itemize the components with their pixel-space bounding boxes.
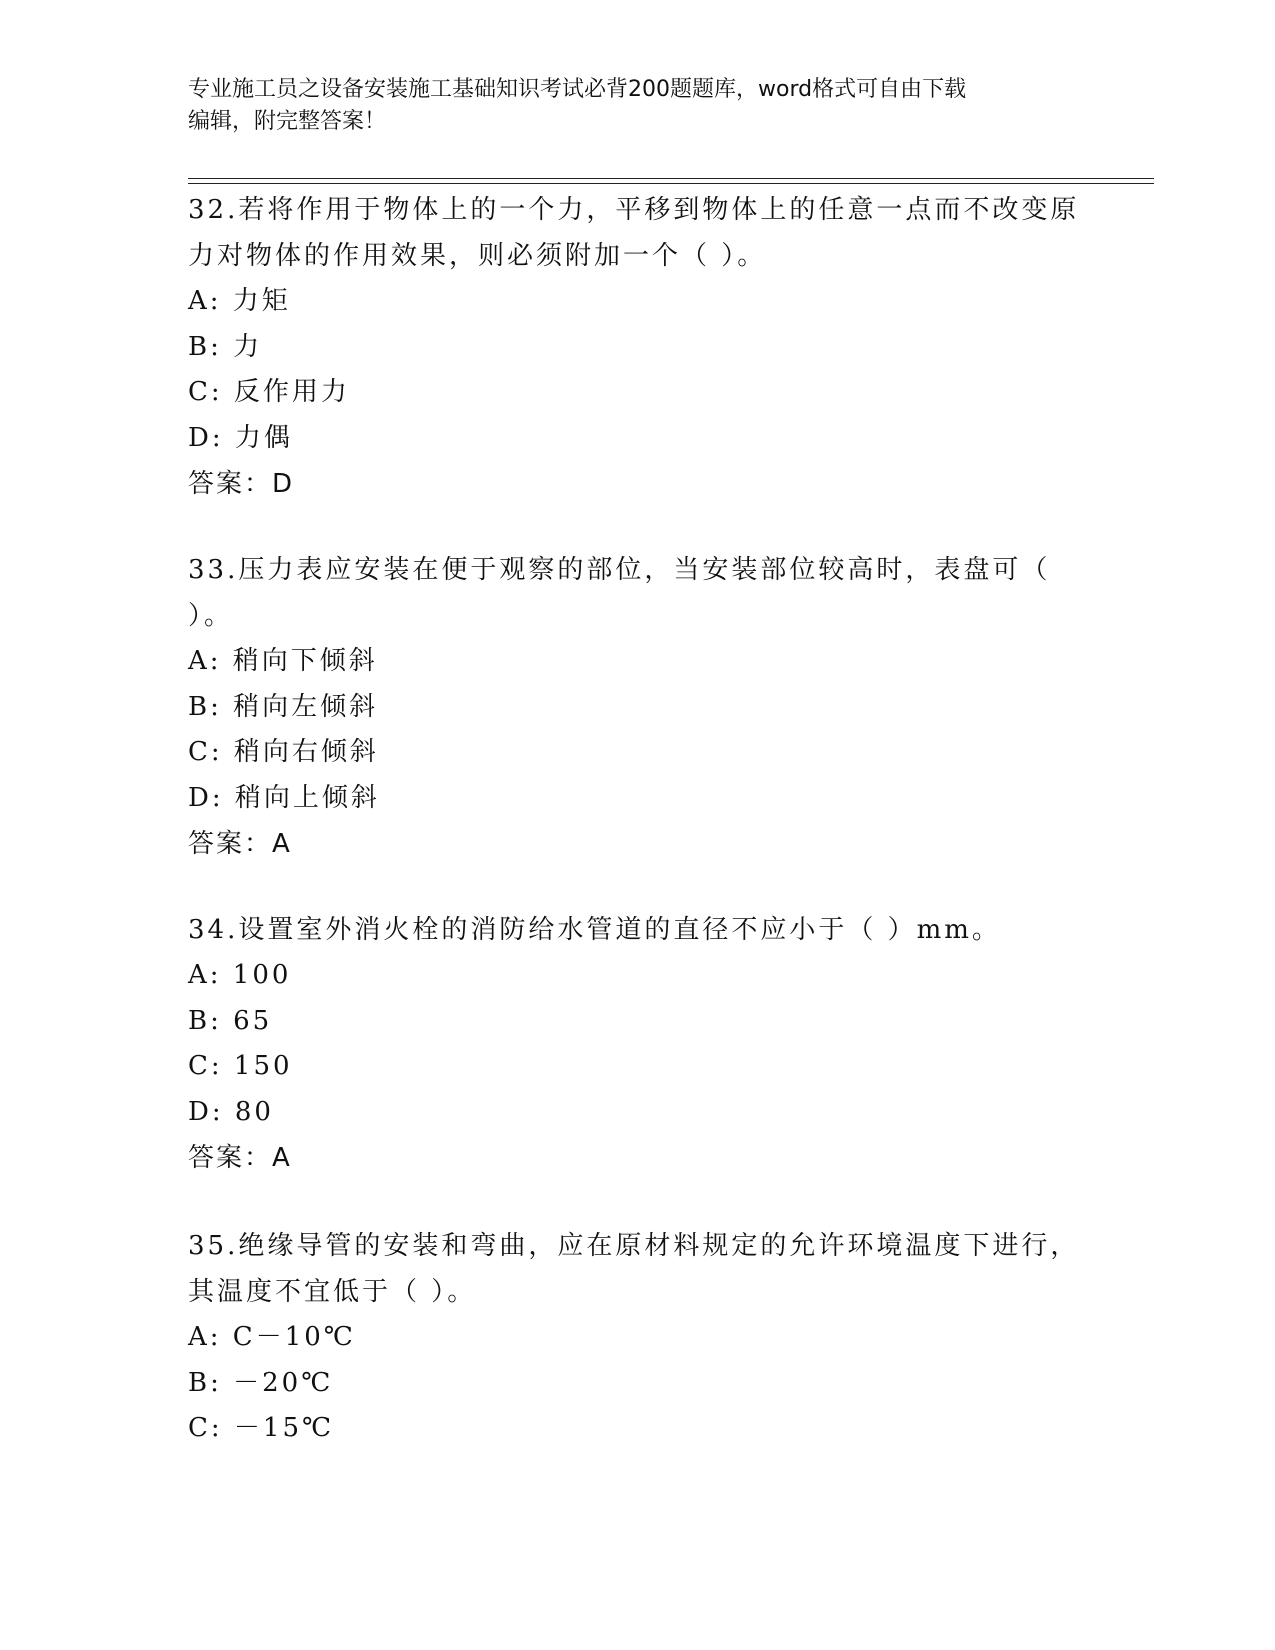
option-list [188,1315,1088,1452]
question-text-line: 其温度不宜低于（ ）。 [188,1277,477,1307]
option-b: B: －20℃ [188,1367,334,1398]
option-b: B: 65 [188,1005,273,1036]
header-divider-bottom [188,183,1154,184]
option-a: A: 100 [188,960,292,990]
option-list [188,639,1088,821]
option-c: C: 稍向右倾斜 [188,737,379,767]
document-header [188,74,1088,138]
option-d: D: 力偶 [188,422,293,453]
option-d: D: 稍向上倾斜 [188,782,380,813]
answer-line: 答案：A [188,829,292,859]
option-c: C: －15℃ [188,1413,335,1443]
option-a: A: 稍向下倾斜 [188,646,378,676]
question-text-line: 35.绝缘导管的安装和弯曲，应在原材料规定的允许环境温度下进行， [188,1231,1080,1261]
question-text-line: 33.压力表应安装在便于观察的部位，当安装部位较高时，表盘可（ [188,555,1051,585]
option-c: C: 150 [188,1051,293,1081]
header-divider-top [188,178,1154,179]
answer-line: 答案：A [188,1143,292,1173]
question-text-line: 32.若将作用于物体上的一个力，平移到物体上的任意一点而不改变原 [188,195,1080,225]
question-34 [188,907,1088,1181]
option-b: B: 力 [188,331,263,362]
question-text-line: ）。 [188,601,234,631]
option-a: A: 力矩 [188,286,291,316]
option-c: C: 反作用力 [188,377,350,407]
answer-line: 答案：D [188,469,295,499]
option-list [188,279,1088,461]
header-title-line-1: 专业施工员之设备安装施工基础知识考试必背200题题库，word格式可自由下载 [188,77,967,102]
header-title-line-2: 编辑，附完整答案！ [188,109,387,134]
option-d: D: 80 [188,1096,274,1127]
option-a: A: C－10℃ [188,1322,356,1352]
question-text-line: 力对物体的作用效果，则必须附加一个（ ）。 [188,241,767,271]
question-33 [188,547,1088,867]
question-32 [188,187,1088,507]
question-35 [188,1223,1088,1452]
option-list [188,953,1088,1135]
question-text-line: 34.设置室外消火栓的消防给水管道的直径不应小于（ ）mm。 [188,915,1001,945]
option-b: B: 稍向左倾斜 [188,691,379,722]
